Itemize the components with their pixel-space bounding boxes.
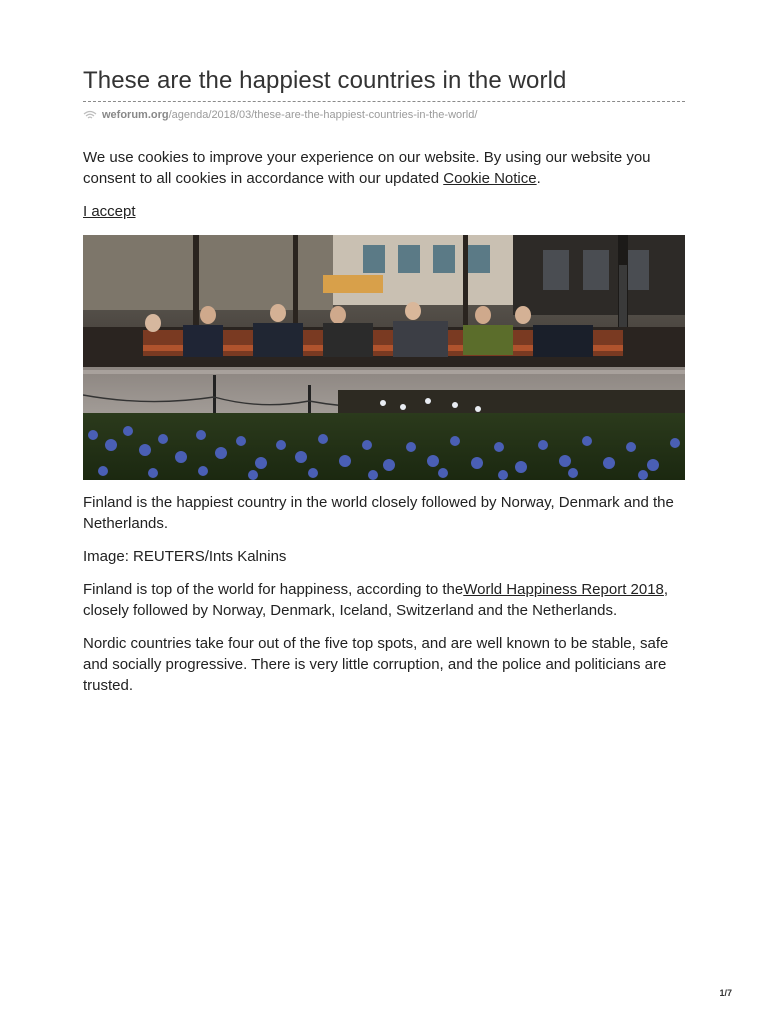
cookie-notice-link[interactable]: Cookie Notice — [443, 170, 537, 187]
image-credit: Image: REUTERS/Ints Kalnins — [83, 548, 287, 565]
accept-cookies-link[interactable]: I accept — [83, 203, 136, 220]
source-domain: weforum.org — [102, 109, 169, 121]
title-divider — [83, 101, 685, 102]
cookie-notice-text — [83, 147, 685, 189]
cookie-text-before: We use cookies to improve your experience on our website. By using our website you consent to all cookies in accordance with our updated — [83, 149, 651, 187]
wi-fi-signal-icon — [83, 110, 97, 120]
page-number: 1/7 — [719, 988, 732, 998]
cookie-text-after: . — [536, 170, 541, 187]
world-happiness-report-link[interactable]: World Happiness Report 2018 — [463, 581, 664, 598]
page-title: These are the happiest countries in the world — [83, 67, 567, 94]
article-photo — [83, 235, 685, 480]
source-url[interactable] — [83, 108, 685, 122]
body1-text-after: , closely followed by Norway, Denmark, Iceland, Switzerland and the Netherlands. — [83, 581, 669, 619]
image-caption: Finland is the happiest country in the world closely followed by Norway, Denmark and the Netherlands. — [83, 494, 674, 532]
body-paragraph-2: Nordic countries take four out of the five top spots, and are well known to be stable, safe and socially progressive. There is very little corruption, and the police and politicians are trusted. — [83, 635, 669, 694]
body-paragraph-1 — [83, 579, 685, 621]
article — [83, 66, 685, 696]
accept-paragraph — [83, 201, 685, 222]
body1-text-before: Finland is top of the world for happiness, according to the — [83, 581, 464, 598]
source-path: /agenda/2018/03/these-are-the-happiest-countries-in-the-world/ — [168, 109, 478, 121]
